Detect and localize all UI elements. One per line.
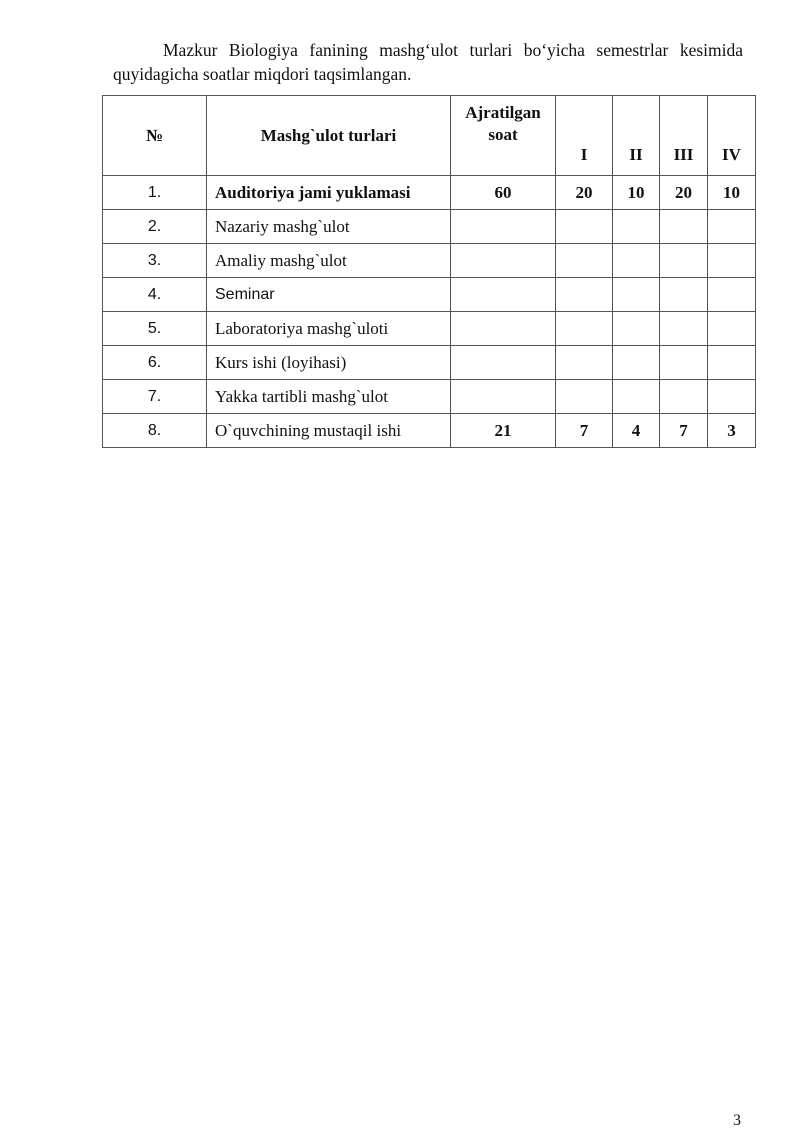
row-allocated [451,312,556,346]
row-type: Laboratoriya mashg`uloti [207,312,451,346]
row-number: 8. [103,414,207,448]
row-semester-2 [613,278,660,312]
table-header-row [103,96,756,176]
page-number: 3 [733,1112,741,1129]
row-type: Kurs ishi (loyihasi) [207,346,451,380]
row-semester-2 [613,346,660,380]
table-row [103,414,756,448]
header-semester-3: III [660,96,708,176]
header-allocated-line1: Ajratilgan [465,103,541,122]
row-semester-1: 20 [556,176,613,210]
intro-line-2: quyidagicha soatlar miqdori taqsimlangan. [113,64,412,84]
intro-paragraph [113,38,743,86]
row-number: 5. [103,312,207,346]
row-allocated [451,210,556,244]
row-semester-1 [556,380,613,414]
row-semester-1 [556,210,613,244]
row-semester-4: 3 [708,414,756,448]
table-row [103,244,756,278]
header-semester-2: II [613,96,660,176]
row-number: 1. [103,176,207,210]
header-allocated [451,96,556,176]
row-semester-1: 7 [556,414,613,448]
table-row [103,312,756,346]
row-number: 3. [103,244,207,278]
row-allocated [451,244,556,278]
row-semester-2: 4 [613,414,660,448]
row-semester-3 [660,210,708,244]
row-allocated [451,278,556,312]
row-number: 6. [103,346,207,380]
row-semester-3 [660,278,708,312]
row-number: 7. [103,380,207,414]
row-semester-4: 10 [708,176,756,210]
row-type: O`quvchining mustaqil ishi [207,414,451,448]
row-semester-3 [660,312,708,346]
row-semester-3 [660,346,708,380]
row-semester-4 [708,380,756,414]
row-type: Auditoriya jami yuklamasi [207,176,451,210]
row-semester-2 [613,210,660,244]
header-allocated-line2: soat [488,125,518,144]
row-semester-1 [556,346,613,380]
row-type: Seminar [207,278,451,312]
row-semester-3: 20 [660,176,708,210]
row-semester-4 [708,312,756,346]
intro-line-1: Mazkur Biologiya fanining mashg‘ulot turlari bo‘yicha semestrlar kesimida [163,40,743,60]
row-semester-2 [613,380,660,414]
row-semester-1 [556,244,613,278]
table-row [103,346,756,380]
row-semester-3: 7 [660,414,708,448]
row-allocated: 60 [451,176,556,210]
table-row [103,210,756,244]
table-row [103,176,756,210]
row-type: Amaliy mashg`ulot [207,244,451,278]
row-number: 2. [103,210,207,244]
header-number: № [103,96,207,176]
row-allocated [451,346,556,380]
table-row [103,278,756,312]
row-semester-3 [660,380,708,414]
header-semester-4: IV [708,96,756,176]
row-semester-2 [613,244,660,278]
header-type: Mashg`ulot turlari [207,96,451,176]
table-row [103,380,756,414]
row-semester-4 [708,244,756,278]
row-semester-3 [660,244,708,278]
row-semester-2: 10 [613,176,660,210]
row-allocated [451,380,556,414]
row-semester-4 [708,346,756,380]
row-type: Yakka tartibli mashg`ulot [207,380,451,414]
row-semester-4 [708,278,756,312]
header-semester-1: I [556,96,613,176]
hours-table [102,95,756,448]
row-allocated: 21 [451,414,556,448]
row-semester-1 [556,278,613,312]
row-semester-1 [556,312,613,346]
row-semester-4 [708,210,756,244]
row-number: 4. [103,278,207,312]
row-type: Nazariy mashg`ulot [207,210,451,244]
row-semester-2 [613,312,660,346]
